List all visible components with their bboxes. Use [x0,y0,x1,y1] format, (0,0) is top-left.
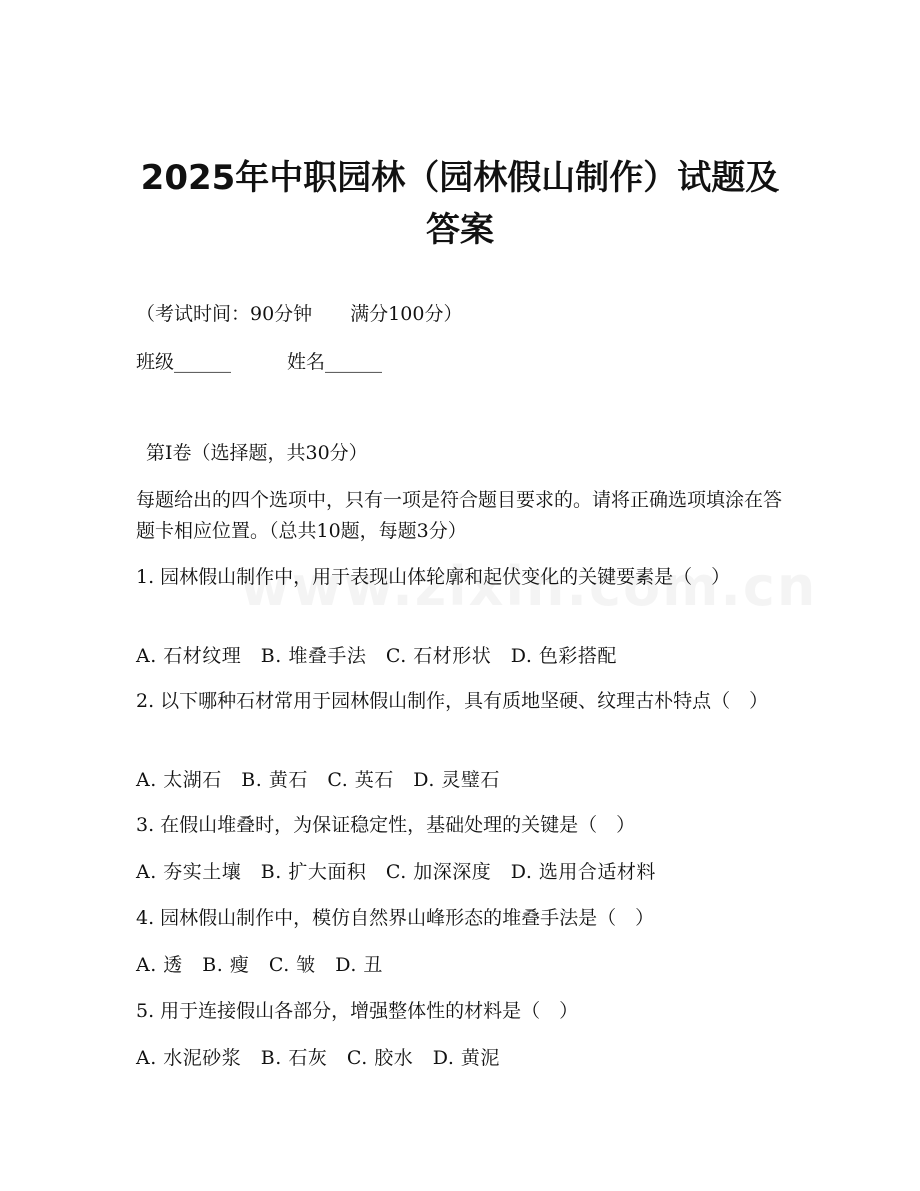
question-4: 4. 园林假山制作中，模仿自然界山峰形态的堆叠手法是（ ） [136,907,655,929]
name-field: 姓名______ [287,351,383,373]
question-3: 3. 在假山堆叠时，为保证稳定性，基础处理的关键是（ ） [136,814,636,836]
class-field: 班级______ [136,351,232,373]
question-4-options: A. 透 B. 瘦 C. 皱 D. 丑 [136,954,383,976]
section-title: 第Ⅰ卷（选择题，共30分） [146,442,368,464]
question-1: 1. 园林假山制作中，用于表现山体轮廓和起伏变化的关键要素是（ ） [136,566,731,588]
student-fields [136,350,382,374]
exam-info: （考试时间：90分钟 满分100分） [136,303,463,325]
question-5: 5. 用于连接假山各部分，增强整体性的材料是（ ） [136,1000,579,1022]
instructions: 每题给出的四个选项中，只有一项是符合题目要求的。请将正确选项填涂在答题卡相应位置。（总共10题，每题3分） [136,489,783,542]
question-3-options: A. 夯实土壤 B. 扩大面积 C. 加深深度 D. 选用合适材料 [136,861,656,883]
question-2: 2. 以下哪种石材常用于园林假山制作，具有质地坚硬、纹理古朴特点（ ） [136,690,769,712]
question-5-options: A. 水泥砂浆 B. 石灰 C. 胶水 D. 黄泥 [136,1047,500,1069]
question-2-options: A. 太湖石 B. 黄石 C. 英石 D. 灵璧石 [136,769,500,791]
document-title: 2025年中职园林（园林假山制作）试题及答案 [140,158,780,250]
question-1-options: A. 石材纹理 B. 堆叠手法 C. 石材形状 D. 色彩搭配 [136,645,617,667]
